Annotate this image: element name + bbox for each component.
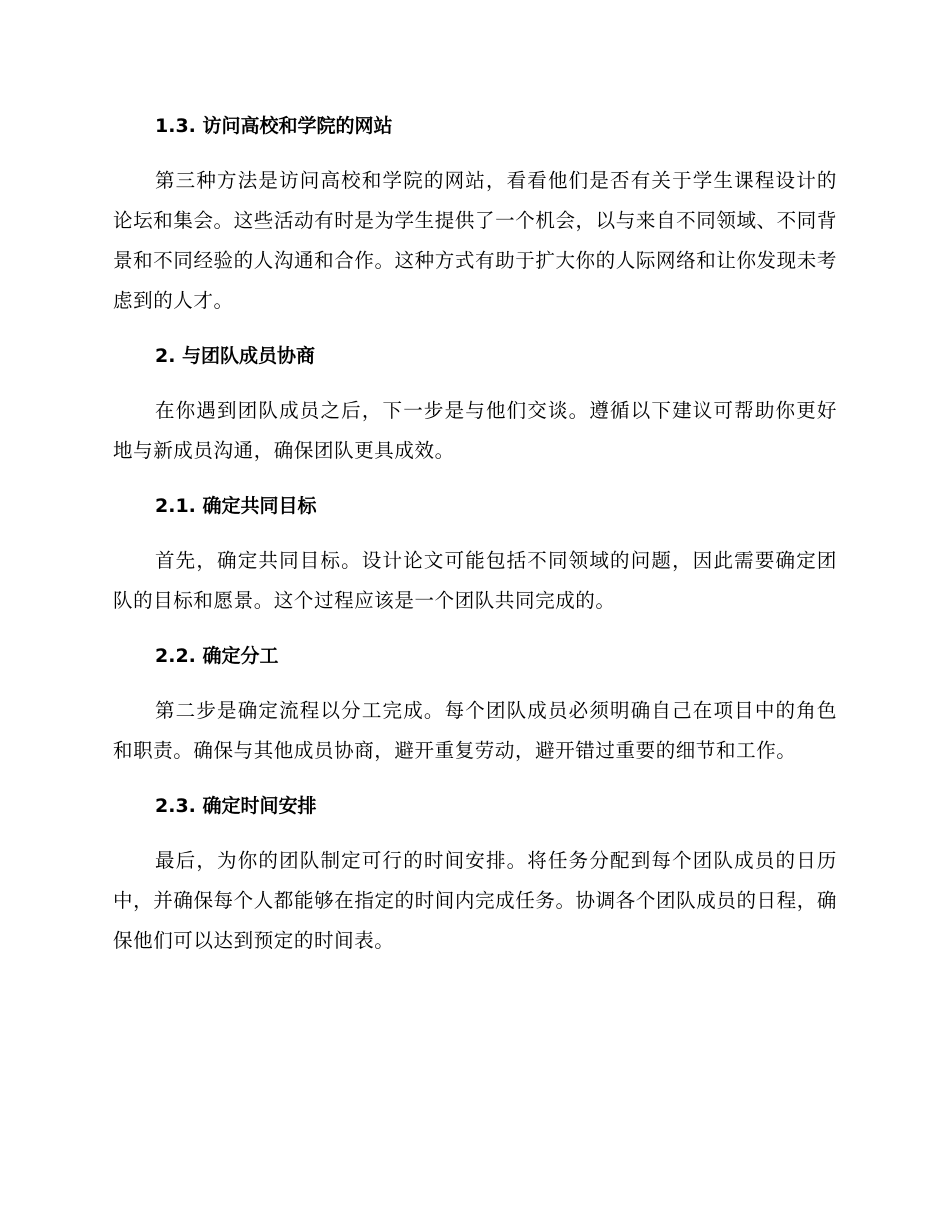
section-paragraph-1-3: 第三种方法是访问高校和学院的网站，看看他们是否有关于学生课程设计的论坛和集会。这些活动有时是为学生提供了一个机会，以与来自不同领域、不同背景和不同经验的人沟通和合作。这种方式有助于扩大你的人际网络和让你发现未考虑到的人才。 [113,169,837,312]
section-paragraph-2-3: 最后，为你的团队制定可行的时间安排。将任务分配到每个团队成员的日历中，并确保每个人都能够在指定的时间内完成任务。协调各个团队成员的日程，确保他们可以达到预定的时间表。 [113,849,837,952]
section-heading-2-3: 2.3. 确定时间安排 [155,795,317,817]
section-paragraph-2-2: 第二步是确定流程以分工完成。每个团队成员必须明确自己在项目中的角色和职责。确保与其他成员协商，避开重复劳动，避开错过重要的细节和工作。 [113,699,837,762]
section-paragraph-2-1: 首先，确定共同目标。设计论文可能包括不同领域的问题，因此需要确定团队的目标和愿景。这个过程应该是一个团队共同完成的。 [113,549,837,612]
section-heading-1-3: 1.3. 访问高校和学院的网站 [155,115,393,137]
section-heading-2-2: 2.2. 确定分工 [155,645,279,667]
section-heading-2: 2. 与团队成员协商 [155,345,316,367]
section-heading-2-1: 2.1. 确定共同目标 [155,495,317,517]
document-body [113,106,837,961]
section-paragraph-2: 在你遇到团队成员之后，下一步是与他们交谈。遵循以下建议可帮助你更好地与新成员沟通，确保团队更具成效。 [113,399,837,462]
